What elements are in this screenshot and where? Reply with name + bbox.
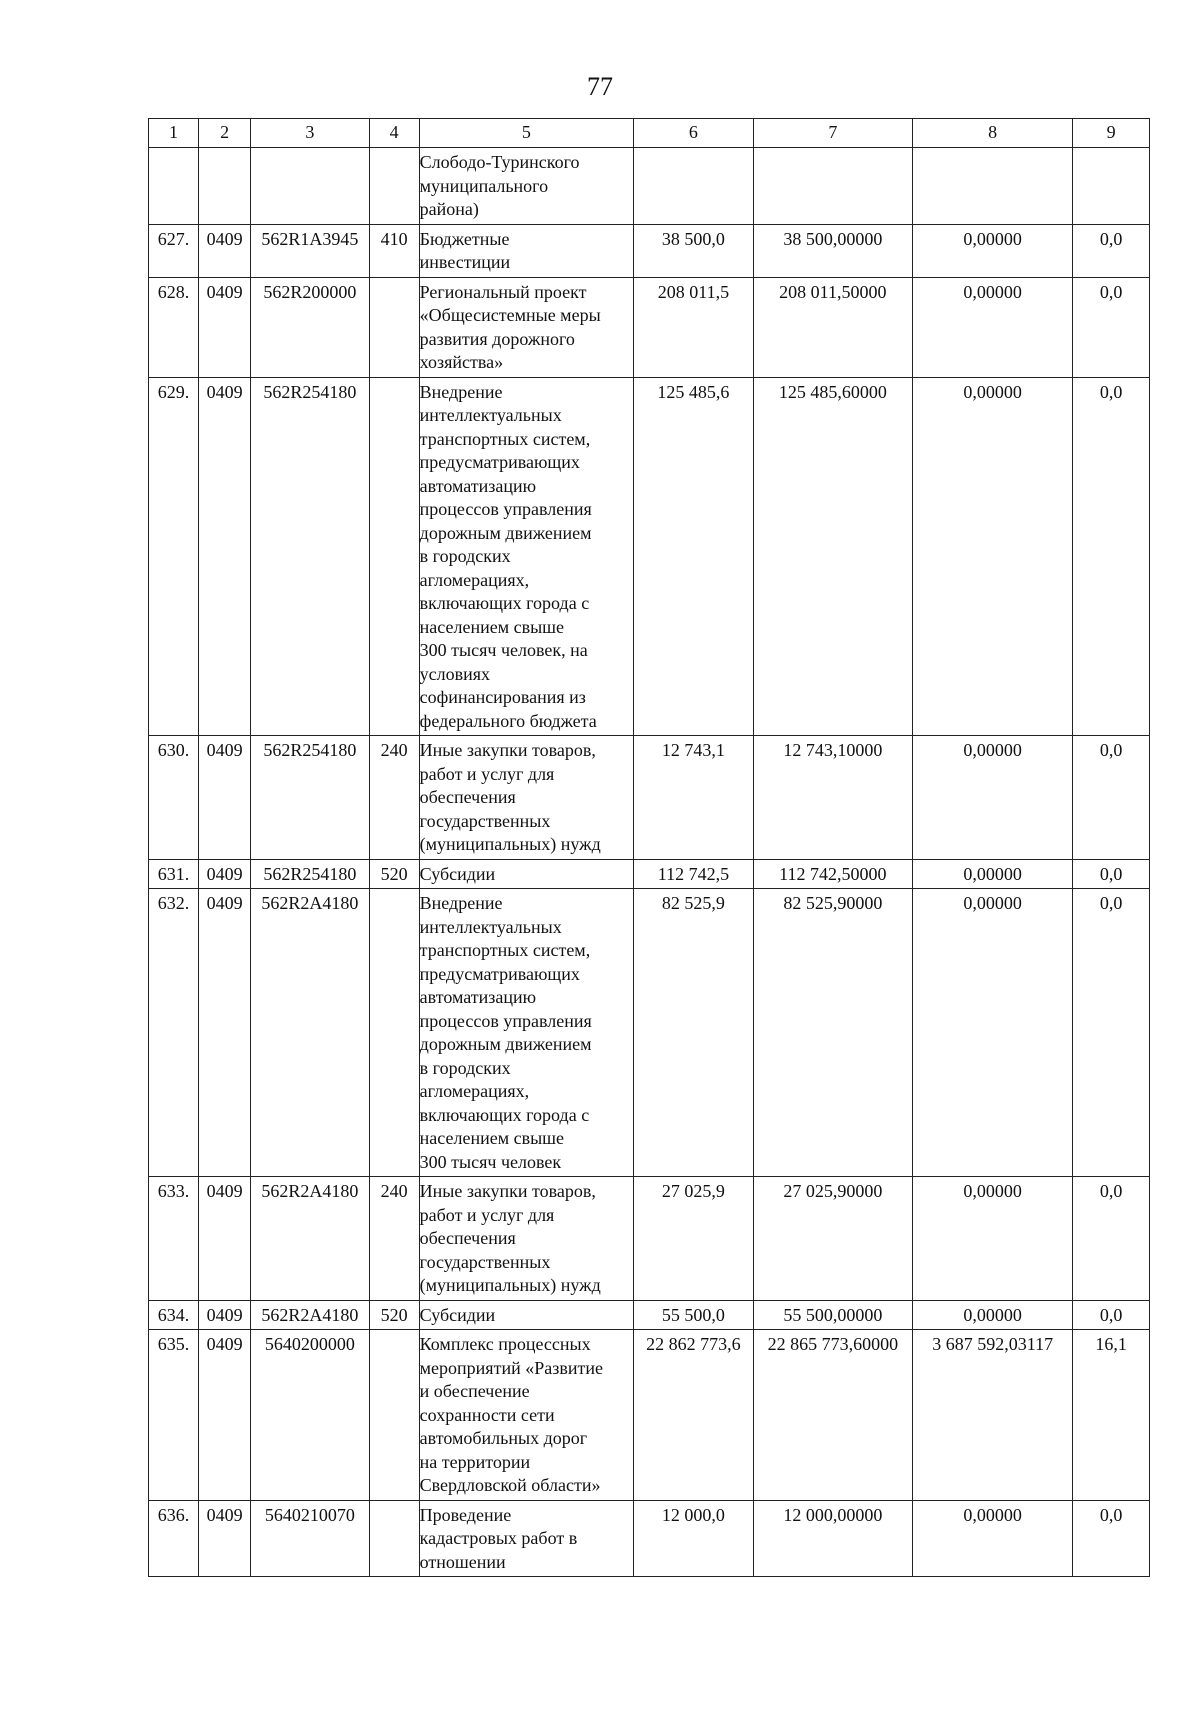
target-code-cell [251, 1177, 369, 1301]
target-code-cell [251, 859, 369, 889]
execution-percent-cell [1073, 224, 1150, 277]
expense-type-cell [369, 377, 419, 736]
execution-percent-cell [1073, 148, 1150, 225]
row-number: 628. [157, 281, 190, 302]
target-code-cell [251, 377, 369, 736]
approved-amount-cell [753, 1330, 912, 1501]
execution-percent: 0,0 [1099, 1504, 1123, 1525]
approved-amount-cell [753, 889, 912, 1177]
target-code: 562R2A4180 [261, 1181, 359, 1201]
target-code: 562R1A3945 [261, 228, 359, 249]
header-row [149, 119, 1150, 148]
item-name-cell [419, 377, 634, 736]
plan-amount-cell [634, 1500, 754, 1577]
approved-amount: 208 011,50000 [779, 281, 887, 302]
executed-amount-cell [912, 377, 1072, 736]
expense-type-cell [369, 736, 419, 860]
plan-amount-cell [634, 1177, 754, 1301]
execution-percent-cell [1073, 277, 1150, 377]
item-name: Иные закупки товаров, работ и услуг для обеспечения государственных (муниципальных) нужд [419, 1181, 601, 1295]
row-number [149, 148, 198, 153]
plan-amount-cell [634, 1330, 754, 1501]
table-row [149, 736, 1150, 860]
row-number: 627. [157, 228, 190, 249]
expense-type-cell [369, 1300, 419, 1330]
approved-amount-cell [753, 1500, 912, 1577]
approved-amount-cell [753, 1177, 912, 1301]
expense-type [370, 278, 419, 283]
section-code-cell [199, 224, 251, 277]
section-code: 0409 [206, 893, 243, 913]
row-number: 636. [157, 1504, 190, 1525]
executed-amount: 0,00000 [963, 228, 1022, 249]
item-name-cell [419, 1177, 634, 1301]
expense-type [370, 889, 419, 894]
execution-percent: 0,0 [1099, 740, 1123, 760]
execution-percent-cell [1073, 1330, 1150, 1501]
approved-amount-cell [753, 277, 912, 377]
target-code-cell [251, 148, 369, 225]
section-code-cell [199, 889, 251, 1177]
target-code: 5640210070 [264, 1504, 355, 1525]
execution-percent: 0,0 [1099, 1304, 1123, 1325]
row-number-cell [149, 148, 199, 225]
approved-amount: 38 500,00000 [783, 228, 883, 249]
approved-amount: 22 865 773,60000 [767, 1334, 899, 1354]
budget-table [148, 118, 1150, 1577]
row-number: 629. [157, 381, 190, 402]
executed-amount: 0,00000 [963, 740, 1022, 760]
item-name-cell [419, 277, 634, 377]
expense-type-cell [369, 1177, 419, 1301]
plan-amount: 112 742,5 [657, 863, 730, 884]
plan-amount: 12 743,1 [661, 740, 725, 760]
table-body [149, 148, 1150, 1577]
row-number: 633. [157, 1181, 190, 1201]
executed-amount: 0,00000 [963, 281, 1022, 302]
approved-amount: 82 525,90000 [783, 893, 883, 913]
row-number-cell [149, 1500, 199, 1577]
section-code [199, 148, 250, 153]
approved-amount-cell [753, 859, 912, 889]
target-code-cell [251, 277, 369, 377]
target-code-cell [251, 224, 369, 277]
execution-percent-cell [1073, 1500, 1150, 1577]
row-number-cell [149, 859, 199, 889]
section-code-cell [199, 859, 251, 889]
execution-percent-cell [1073, 377, 1150, 736]
row-number: 634. [157, 1304, 190, 1325]
expense-type [370, 148, 419, 153]
column-header-4: 4 [369, 119, 419, 148]
item-name: Внедрение интеллектуальных транспортных систем, предусматривающих автоматизацию процессов управления дорожным движением в городских агломерациях, включающих города с населением свыше 300 тысяч человек [419, 893, 592, 1172]
plan-amount-cell [634, 736, 754, 860]
section-code: 0409 [206, 381, 243, 402]
approved-amount: 12 743,10000 [783, 740, 883, 760]
target-code [251, 148, 368, 153]
item-name-cell [419, 1300, 634, 1330]
executed-amount-cell [912, 889, 1072, 1177]
row-number-cell [149, 1300, 199, 1330]
row-number-cell [149, 224, 199, 277]
plan-amount-cell [634, 224, 754, 277]
section-code: 0409 [206, 228, 243, 249]
column-header-6: 6 [634, 119, 754, 148]
approved-amount-cell [753, 148, 912, 225]
approved-amount-cell [753, 377, 912, 736]
plan-amount: 208 011,5 [657, 281, 730, 302]
expense-type-cell [369, 1500, 419, 1577]
plan-amount: 27 025,9 [661, 1181, 725, 1201]
plan-amount [634, 148, 753, 153]
expense-type [370, 1501, 419, 1506]
item-name: Внедрение интеллектуальных транспортных систем, предусматривающих автоматизацию процессов управления дорожным движением в городских агломерациях, включающих города с населением свыше 300 тысяч человек, на условиях софинансирования из федерального бюджета [419, 381, 597, 731]
target-code-cell [251, 1500, 369, 1577]
plan-amount: 82 525,9 [661, 893, 725, 913]
approved-amount: 27 025,90000 [783, 1181, 883, 1201]
column-header-2: 2 [199, 119, 251, 148]
approved-amount: 12 000,00000 [783, 1504, 883, 1525]
target-code: 562R2A4180 [261, 1304, 359, 1325]
execution-percent [1073, 148, 1149, 153]
executed-amount [913, 148, 1072, 153]
approved-amount-cell [753, 1300, 912, 1330]
execution-percent: 0,0 [1099, 228, 1123, 249]
column-header-5: 5 [419, 119, 634, 148]
section-code-cell [199, 736, 251, 860]
item-name-cell [419, 148, 634, 225]
expense-type: 520 [380, 863, 408, 884]
expense-type-cell [369, 1330, 419, 1501]
approved-amount-cell [753, 736, 912, 860]
expense-type: 520 [380, 1304, 408, 1325]
row-number-cell [149, 736, 199, 860]
execution-percent-cell [1073, 1177, 1150, 1301]
table-row [149, 224, 1150, 277]
execution-percent: 16,1 [1095, 1334, 1127, 1354]
section-code-cell [199, 1500, 251, 1577]
section-code-cell [199, 1330, 251, 1501]
expense-type [370, 378, 419, 383]
approved-amount: 125 485,60000 [778, 381, 887, 402]
table-row [149, 1300, 1150, 1330]
executed-amount-cell [912, 277, 1072, 377]
plan-amount-cell [634, 148, 754, 225]
execution-percent: 0,0 [1099, 863, 1123, 884]
item-name: Комплекс процессных мероприятий «Развитие и обеспечение сохранности сети автомобильных дорог на территории Свердловской области» [419, 1334, 603, 1495]
executed-amount-cell [912, 1330, 1072, 1501]
target-code: 562R254180 [263, 381, 357, 402]
plan-amount: 125 485,6 [657, 381, 730, 402]
item-name: Проведение кадастровых работ в отношении [419, 1504, 578, 1572]
approved-amount: 55 500,00000 [783, 1304, 883, 1325]
row-number-cell [149, 277, 199, 377]
plan-amount-cell [634, 1300, 754, 1330]
target-code: 562R254180 [263, 863, 357, 884]
executed-amount-cell [912, 224, 1072, 277]
execution-percent: 0,0 [1099, 381, 1123, 402]
target-code: 562R200000 [263, 281, 357, 302]
plan-amount-cell [634, 377, 754, 736]
plan-amount: 38 500,0 [661, 228, 725, 249]
item-name: Региональный проект «Общесистемные меры развития дорожного хозяйства» [419, 281, 601, 372]
target-code: 562R254180 [263, 740, 357, 760]
section-code: 0409 [206, 740, 243, 760]
executed-amount-cell [912, 148, 1072, 225]
item-name: Субсидии [419, 863, 496, 884]
execution-percent-cell [1073, 1300, 1150, 1330]
item-name-cell [419, 224, 634, 277]
item-name-cell [419, 889, 634, 1177]
row-number: 635. [157, 1334, 190, 1354]
expense-type: 410 [380, 228, 408, 249]
column-header-1: 1 [149, 119, 199, 148]
plan-amount: 22 862 773,6 [646, 1334, 741, 1354]
expense-type-cell [369, 224, 419, 277]
plan-amount: 12 000,0 [661, 1504, 725, 1525]
approved-amount [754, 148, 912, 153]
row-number-cell [149, 377, 199, 736]
section-code: 0409 [206, 1334, 243, 1354]
item-name-cell [419, 736, 634, 860]
target-code-cell [251, 736, 369, 860]
page-number: 77 [587, 72, 613, 101]
item-name-cell [419, 1330, 634, 1501]
executed-amount-cell [912, 736, 1072, 860]
item-name-cell [419, 1500, 634, 1577]
table-row [149, 889, 1150, 1177]
row-number: 631. [157, 863, 190, 884]
executed-amount: 0,00000 [963, 863, 1022, 884]
table-row [149, 1177, 1150, 1301]
column-header-3: 3 [251, 119, 369, 148]
table-row [149, 1330, 1150, 1501]
table-row [149, 277, 1150, 377]
section-code-cell [199, 1300, 251, 1330]
row-number-cell [149, 1177, 199, 1301]
row-number: 632. [157, 893, 190, 913]
section-code: 0409 [206, 863, 243, 884]
item-name-cell [419, 859, 634, 889]
table-row [149, 859, 1150, 889]
execution-percent: 0,0 [1099, 893, 1123, 913]
table-row [149, 377, 1150, 736]
row-number: 630. [157, 740, 190, 760]
execution-percent: 0,0 [1099, 1181, 1123, 1201]
target-code: 562R2A4180 [261, 893, 359, 913]
execution-percent-cell [1073, 736, 1150, 860]
item-name: Иные закупки товаров, работ и услуг для обеспечения государственных (муниципальных) нужд [419, 740, 601, 854]
column-header-9: 9 [1073, 119, 1150, 148]
table-row [149, 1500, 1150, 1577]
section-code-cell [199, 377, 251, 736]
item-name: Бюджетные инвестиции [419, 228, 511, 272]
executed-amount-cell [912, 1300, 1072, 1330]
executed-amount: 0,00000 [963, 1304, 1022, 1325]
executed-amount-cell [912, 1500, 1072, 1577]
item-name: Субсидии [419, 1304, 496, 1325]
expense-type [370, 1330, 419, 1335]
target-code: 5640200000 [264, 1334, 355, 1354]
target-code-cell [251, 1300, 369, 1330]
execution-percent-cell [1073, 859, 1150, 889]
plan-amount: 55 500,0 [661, 1304, 725, 1325]
approved-amount: 112 742,50000 [779, 863, 887, 884]
plan-amount-cell [634, 859, 754, 889]
section-code-cell [199, 148, 251, 225]
section-code: 0409 [206, 1504, 243, 1525]
expense-type: 240 [380, 740, 408, 760]
item-name: Слободо-Туринского муниципального района) [419, 152, 580, 219]
executed-amount-cell [912, 1177, 1072, 1301]
approved-amount-cell [753, 224, 912, 277]
column-header-7: 7 [753, 119, 912, 148]
row-number-cell [149, 1330, 199, 1501]
execution-percent-cell [1073, 889, 1150, 1177]
executed-amount: 0,00000 [963, 1504, 1022, 1525]
section-code: 0409 [206, 1304, 243, 1325]
expense-type-cell [369, 277, 419, 377]
table-row [149, 148, 1150, 225]
target-code-cell [251, 889, 369, 1177]
execution-percent: 0,0 [1099, 281, 1123, 302]
executed-amount: 3 687 592,03117 [932, 1334, 1054, 1354]
expense-type-cell [369, 148, 419, 225]
target-code-cell [251, 1330, 369, 1501]
column-header-8: 8 [912, 119, 1072, 148]
section-code: 0409 [206, 1181, 243, 1201]
section-code-cell [199, 1177, 251, 1301]
executed-amount: 0,00000 [963, 893, 1022, 913]
executed-amount-cell [912, 859, 1072, 889]
section-code-cell [199, 277, 251, 377]
plan-amount-cell [634, 277, 754, 377]
row-number-cell [149, 889, 199, 1177]
expense-type-cell [369, 889, 419, 1177]
expense-type-cell [369, 859, 419, 889]
plan-amount-cell [634, 889, 754, 1177]
section-code: 0409 [206, 281, 243, 302]
executed-amount: 0,00000 [963, 1181, 1022, 1201]
expense-type: 240 [380, 1181, 408, 1201]
executed-amount: 0,00000 [963, 381, 1022, 402]
